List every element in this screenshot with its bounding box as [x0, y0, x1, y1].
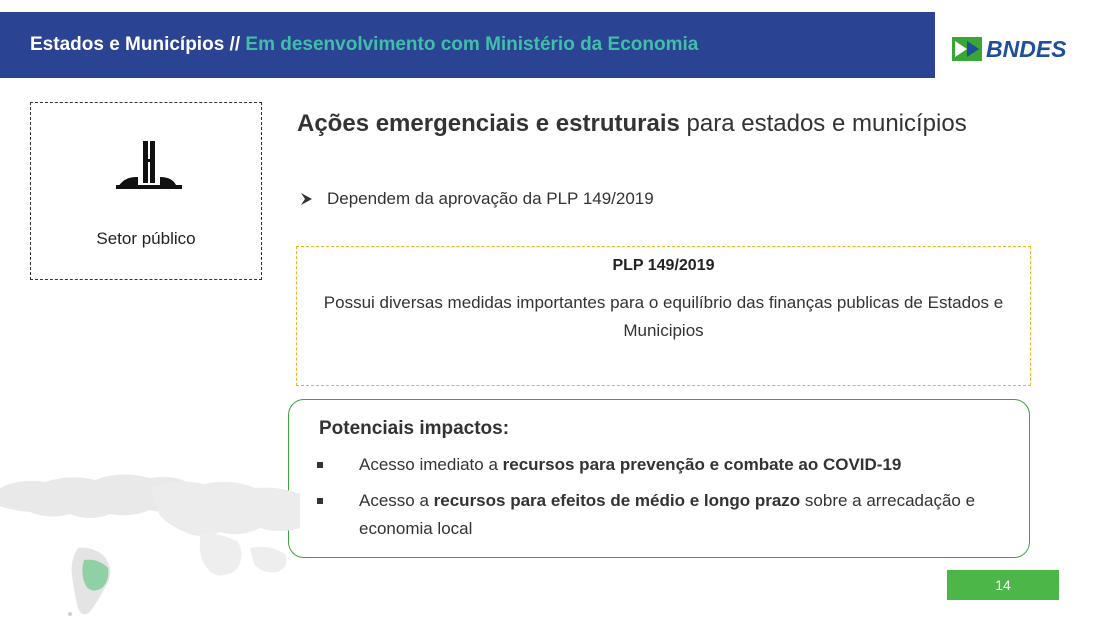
impact-item-bold: recursos para efeitos de médio e longo prazo: [433, 491, 801, 510]
bndes-logo: [952, 34, 1067, 64]
header-title: [30, 34, 698, 56]
impact-item-post: sobre a arrecadação e economia local: [359, 491, 976, 538]
main-title: [297, 110, 967, 138]
impact-item-pre: Acesso a: [359, 491, 434, 510]
world-map-icon: [0, 448, 300, 619]
impacts-title: Potenciais impactos:: [319, 418, 510, 439]
plp-box: [296, 246, 1031, 386]
impact-item: [317, 451, 1007, 479]
impact-item-text: [359, 487, 1007, 543]
dependency-text: Dependem da aprovação da PLP 149/2019: [327, 189, 654, 208]
page-number: 14: [947, 570, 1059, 600]
bndes-logo-text: BNDES: [986, 35, 1067, 62]
impact-item: [317, 487, 1007, 543]
arrow-bullet-icon: [299, 192, 313, 206]
sector-box: [30, 102, 262, 280]
bndes-logo-mark-icon: [952, 37, 982, 61]
plp-description: Possui diversas medidas importantes para o equilíbrio das finanças publicas de Estados e Municipios: [323, 293, 1004, 340]
congress-building-icon: [114, 139, 184, 193]
dependency-bullet: [299, 189, 654, 209]
impacts-box: [288, 399, 1030, 558]
square-bullet-icon: [317, 498, 323, 504]
impact-item-pre: Acesso imediato a: [359, 455, 503, 474]
sector-label: Setor público: [96, 229, 196, 248]
header-bar: [0, 12, 935, 78]
main-title-rest: para estados e municípios: [679, 110, 967, 137]
header-title-main: Estados e Municípios //: [30, 34, 241, 55]
plp-title: PLP 149/2019: [612, 257, 715, 274]
main-title-bold: Ações emergenciais e estruturais: [297, 110, 680, 137]
square-bullet-icon: [317, 462, 323, 468]
header-subtitle: Em desenvolvimento com Ministério da Economia: [245, 34, 699, 55]
impact-item-bold: recursos para prevenção e combate ao COVID-19: [502, 455, 902, 474]
impact-item-text: [359, 451, 1007, 479]
